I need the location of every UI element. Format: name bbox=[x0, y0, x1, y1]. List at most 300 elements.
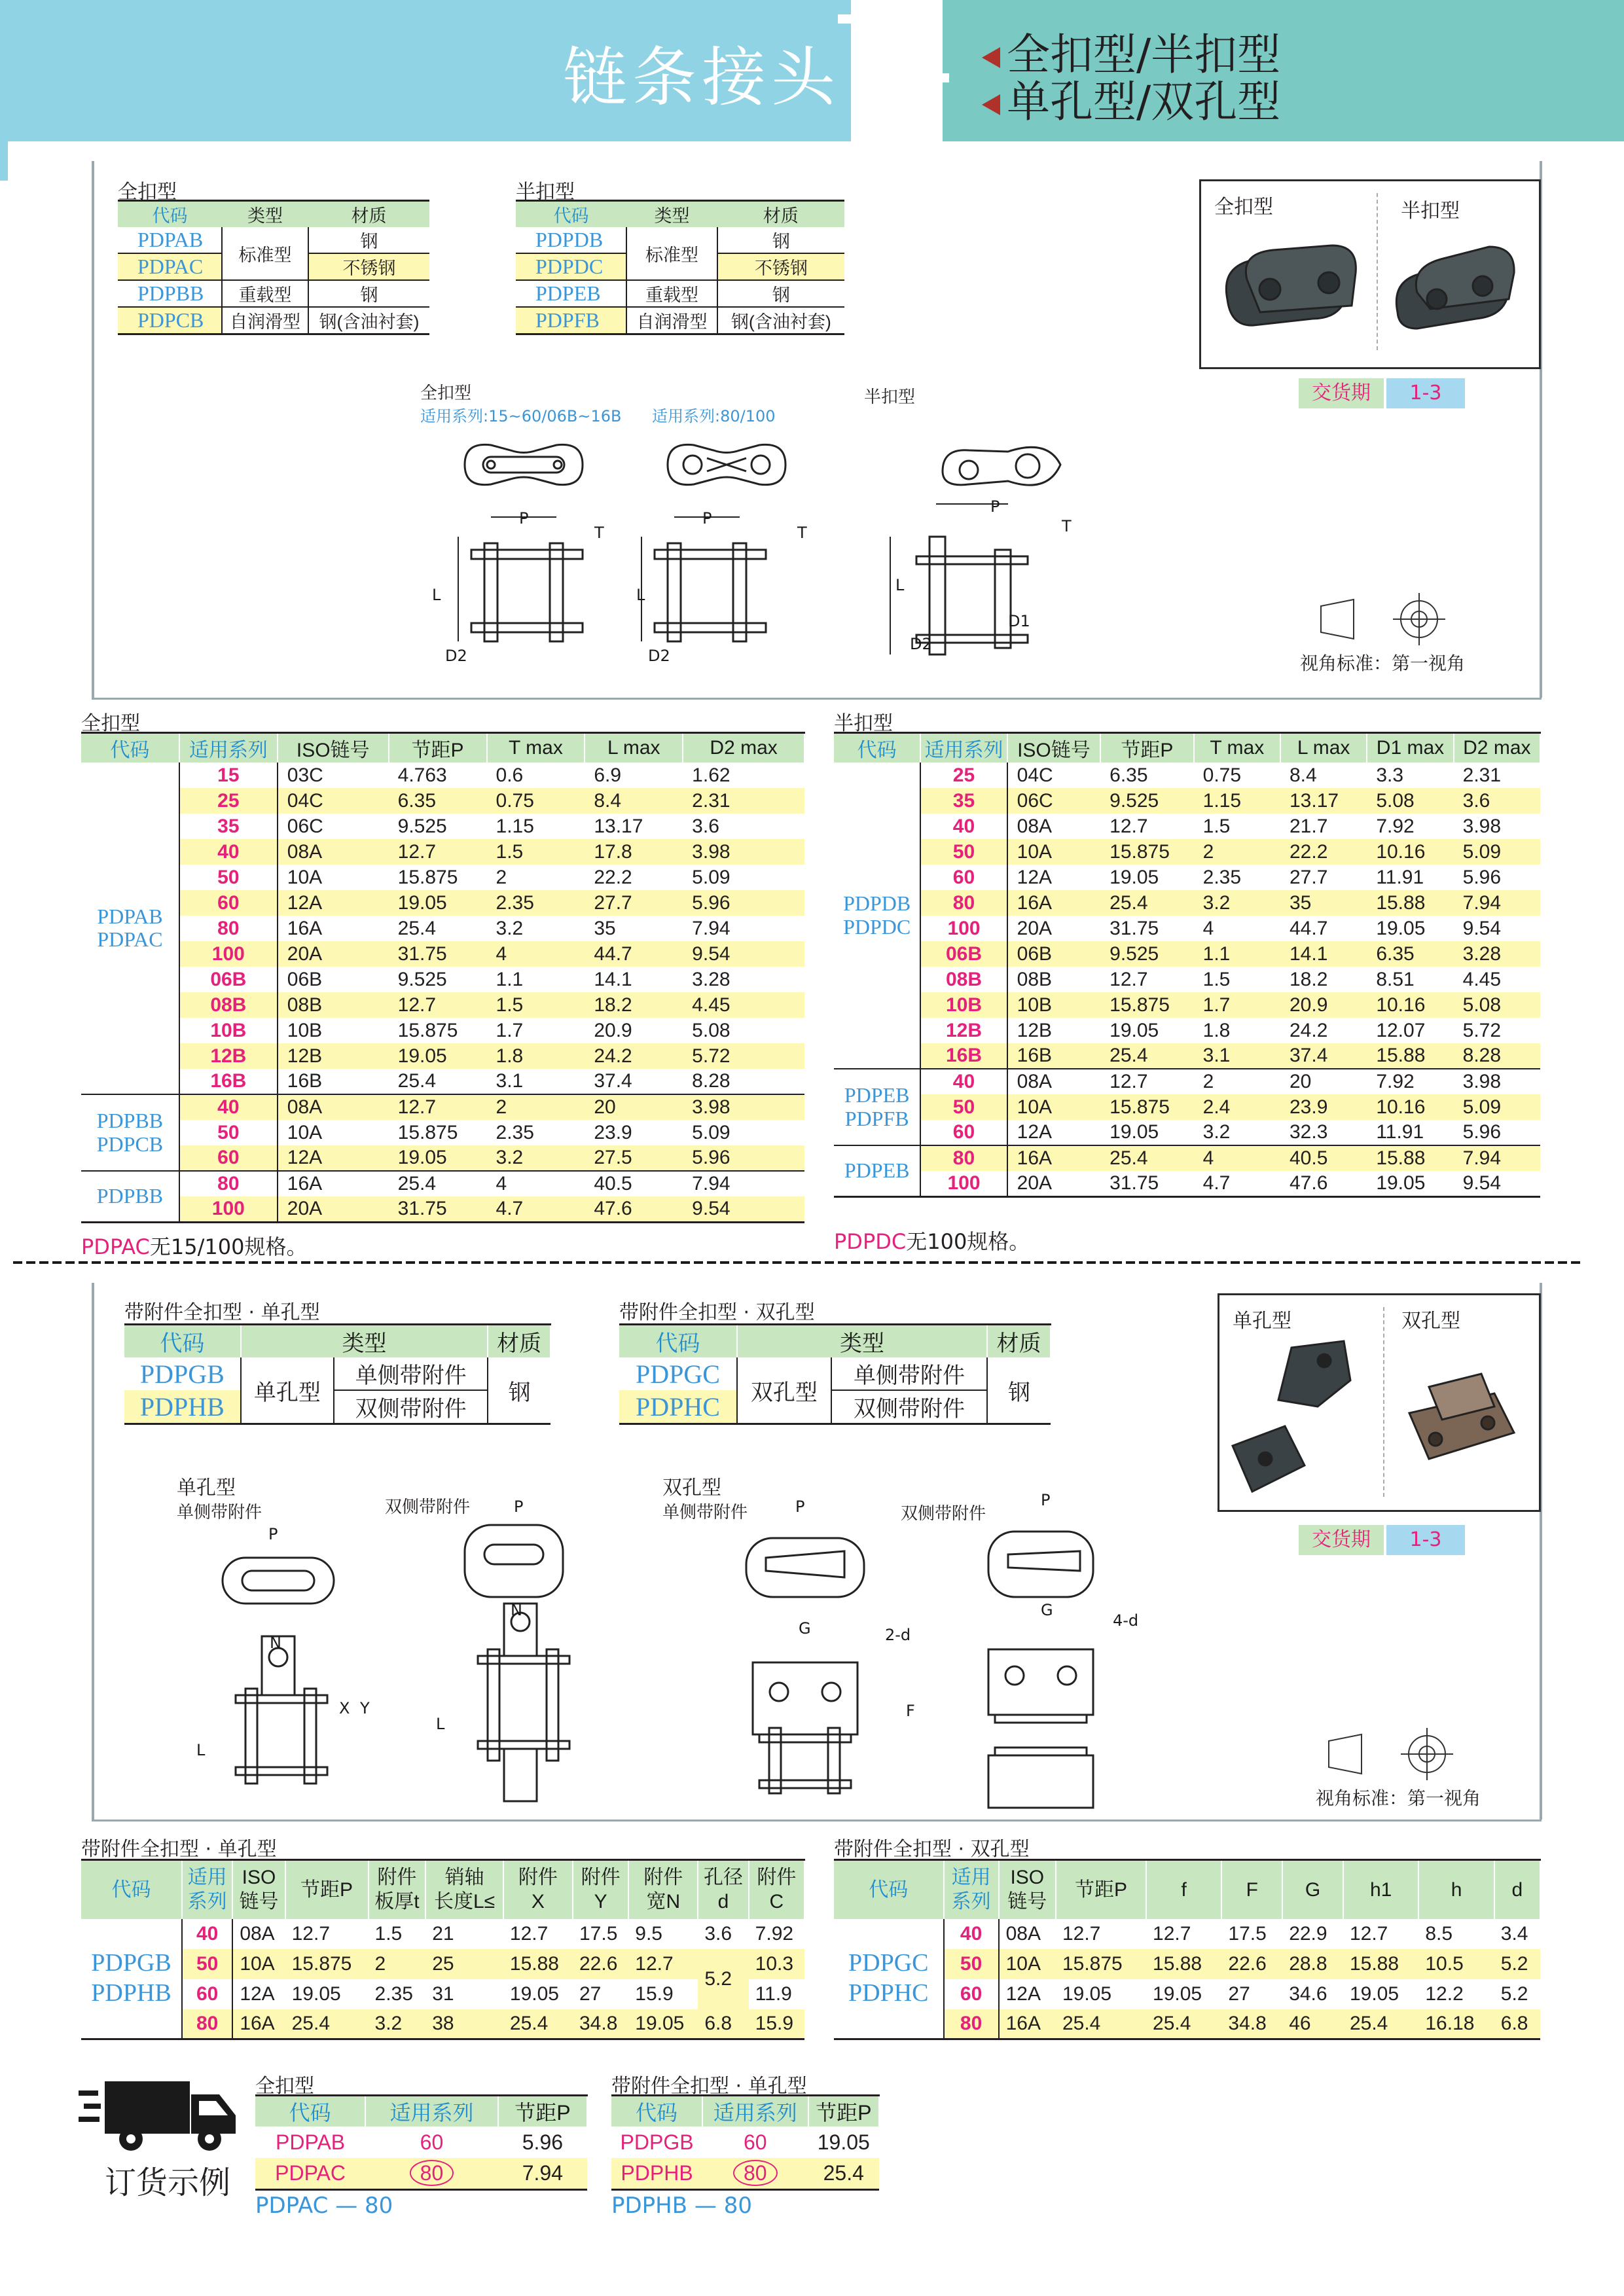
dim-d2-2: D2 bbox=[648, 647, 670, 665]
value-cell: 22.6 bbox=[573, 1949, 628, 1979]
value-cell: 46 bbox=[1282, 2009, 1343, 2039]
material-cell: 不锈钢 bbox=[717, 253, 844, 280]
circled-series: 80 bbox=[733, 2160, 778, 2186]
separator-dash bbox=[563, 1261, 572, 1264]
separator-dash bbox=[903, 1261, 912, 1264]
value-cell: 12.7 bbox=[1110, 968, 1148, 990]
series-cell: 100 bbox=[179, 941, 278, 967]
delivery-label-2: 交货期 bbox=[1299, 1525, 1384, 1555]
value-cell: 44.7 bbox=[1289, 917, 1328, 939]
header-text: 附件 bbox=[643, 1866, 683, 1888]
value-cell: 5.2 bbox=[1494, 1949, 1540, 1979]
value-cell: 3.98 bbox=[683, 839, 804, 865]
photo-label-half: 半扣型 bbox=[1401, 200, 1460, 223]
dim-d1: D1 bbox=[1008, 612, 1030, 630]
series-cell: 80 bbox=[182, 2009, 232, 2039]
value-cell: 18.2 bbox=[585, 992, 683, 1018]
separator-dash bbox=[851, 1261, 860, 1264]
code-cell: PDPBB bbox=[137, 281, 204, 305]
table-row bbox=[834, 1018, 1540, 1043]
value-cell: 08A bbox=[1017, 815, 1053, 837]
value-cell: 22.2 bbox=[1280, 839, 1367, 865]
material-cell: 钢 bbox=[360, 285, 378, 305]
dim-4d: 4-d bbox=[1113, 1611, 1139, 1630]
value-cell: 19.05 bbox=[389, 1043, 487, 1069]
dim-p-2: P bbox=[702, 509, 712, 528]
series-cell: 60 bbox=[179, 1145, 278, 1171]
value-cell: 3.2 bbox=[1202, 1121, 1231, 1143]
delivery-value-2: 1-3 bbox=[1386, 1525, 1465, 1555]
table-header bbox=[834, 1860, 944, 1919]
separator-dash bbox=[890, 1261, 899, 1264]
table-header: 类型 bbox=[247, 206, 283, 226]
spec-single-label: 带附件全扣型 · 单孔型 bbox=[81, 1838, 277, 1861]
type-cell: 单孔型 bbox=[241, 1357, 334, 1424]
value-cell: 15.875 bbox=[1056, 1949, 1146, 1979]
value-cell: 2.31 bbox=[683, 788, 804, 814]
separator-dash bbox=[1296, 1261, 1305, 1264]
dim-l-1: L bbox=[432, 586, 441, 604]
separator-dash bbox=[969, 1261, 978, 1264]
dim-l-5: L bbox=[436, 1715, 445, 1733]
table-header: 代码 bbox=[81, 733, 179, 763]
value-cell: 15.9 bbox=[749, 2009, 804, 2039]
table-row bbox=[81, 839, 804, 865]
value-cell: 15.875 bbox=[397, 1019, 458, 1041]
order-example-label: 订货示例 bbox=[105, 2164, 231, 2201]
value-cell: 19.05 bbox=[291, 1982, 341, 2005]
value-cell: 12A bbox=[278, 1145, 389, 1171]
value-cell: 5.09 bbox=[1454, 839, 1540, 865]
table-row bbox=[81, 1043, 804, 1069]
code-cell: PDPGC bbox=[635, 1359, 720, 1389]
value-cell: 27.7 bbox=[1289, 866, 1328, 888]
dim-p-1: P bbox=[519, 509, 529, 528]
value-cell: 9.525 bbox=[397, 968, 447, 990]
table-row bbox=[81, 1145, 804, 1171]
table-row bbox=[124, 1390, 550, 1424]
value-cell: 8.5 bbox=[1425, 1922, 1453, 1945]
separator-dash bbox=[1532, 1261, 1541, 1264]
series-cell: 10B bbox=[179, 1018, 278, 1043]
separator-dash bbox=[1558, 1261, 1567, 1264]
separator-dash bbox=[1309, 1261, 1318, 1264]
value-cell: 17.8 bbox=[585, 839, 683, 865]
table-row bbox=[834, 941, 1540, 967]
material-cell: 不锈钢 bbox=[308, 253, 429, 280]
code-text: PDPGC bbox=[848, 1949, 929, 1977]
table-row bbox=[81, 1919, 804, 1949]
header-text: 附件 bbox=[581, 1866, 621, 1888]
separator-dash bbox=[105, 1261, 114, 1264]
value-cell: 2 bbox=[1194, 839, 1280, 865]
value-cell: 22.2 bbox=[594, 866, 632, 888]
dim-p-3: P bbox=[990, 497, 1000, 516]
value-cell: 6.35 bbox=[389, 788, 487, 814]
table-header bbox=[1494, 1860, 1540, 1919]
table-row bbox=[81, 788, 804, 814]
separator-dash bbox=[995, 1261, 1004, 1264]
code-cell bbox=[834, 762, 920, 1069]
double-hole-spec-table bbox=[834, 1859, 1541, 2040]
separator-dash bbox=[825, 1261, 834, 1264]
series-cell: 08B bbox=[179, 992, 278, 1018]
value-cell: 4 bbox=[487, 1171, 585, 1196]
value-cell: 0.6 bbox=[496, 764, 524, 786]
code-cell: PDPAC bbox=[118, 253, 222, 280]
value-cell: 7.92 bbox=[1376, 815, 1415, 837]
code-cell: PDPGB bbox=[139, 1359, 225, 1389]
value-cell: 31 bbox=[432, 1982, 454, 2005]
series-cell: 80 bbox=[179, 1171, 278, 1196]
table-header: 类型 bbox=[241, 1325, 488, 1358]
series-cell: 100 bbox=[920, 916, 1007, 941]
value-cell: 25.4 bbox=[1056, 2009, 1146, 2039]
value-cell: 15.88 bbox=[1367, 1145, 1453, 1171]
separator-dash bbox=[1218, 1261, 1227, 1264]
value-cell: 12A bbox=[1017, 866, 1053, 888]
separator-dash bbox=[1466, 1261, 1475, 1264]
value-cell: 10.3 bbox=[749, 1949, 804, 1979]
value-cell: 1.1 bbox=[1194, 941, 1280, 967]
series-cell: 50 bbox=[920, 839, 1007, 865]
series-cell: 50 bbox=[182, 1949, 232, 1979]
material-cell: 钢 bbox=[987, 1357, 1051, 1424]
value-cell: 5.2 bbox=[698, 1949, 748, 2009]
value-cell: 10.16 bbox=[1367, 839, 1453, 865]
series-cell: 35 bbox=[179, 814, 278, 839]
note-code-half: PDPDC bbox=[834, 1229, 907, 1254]
value-cell: 1.15 bbox=[1194, 788, 1280, 814]
separator-dash bbox=[301, 1261, 310, 1264]
header-text: 宽N bbox=[646, 1891, 681, 1913]
dim-t-2: T bbox=[797, 524, 807, 542]
separator-dash bbox=[1388, 1261, 1397, 1264]
table-header-row bbox=[834, 1860, 1540, 1919]
separator-dash bbox=[1519, 1261, 1528, 1264]
value-cell: 10.16 bbox=[1367, 992, 1453, 1018]
value-cell: 2.35 bbox=[1202, 866, 1242, 888]
value-cell: 23.9 bbox=[1280, 1094, 1367, 1120]
series-cell: 35 bbox=[920, 788, 1007, 814]
separator-dash bbox=[144, 1261, 153, 1264]
value-cell: 15.875 bbox=[1100, 1094, 1194, 1120]
separator-dash bbox=[799, 1261, 808, 1264]
series-cell: 40 bbox=[179, 839, 278, 865]
table-header: 代码 bbox=[611, 2096, 702, 2127]
separator-dash bbox=[1126, 1261, 1135, 1264]
value-cell: 3.6 bbox=[704, 1922, 732, 1945]
value-cell: 60 bbox=[420, 2130, 444, 2154]
value-cell: 9.525 bbox=[1100, 941, 1194, 967]
table-row bbox=[834, 967, 1540, 992]
table-row bbox=[516, 280, 844, 307]
value-cell: 10A bbox=[1007, 1094, 1101, 1120]
separator-dash bbox=[13, 1261, 22, 1264]
value-cell: 12.7 bbox=[389, 992, 487, 1018]
value-cell: 16B bbox=[1007, 1043, 1101, 1069]
subtype-cell: 双侧带附件 bbox=[334, 1390, 488, 1424]
table-header: T max bbox=[1194, 733, 1280, 763]
separator-dash bbox=[262, 1261, 271, 1264]
value-cell: 4.7 bbox=[1202, 1172, 1231, 1194]
series-cell: 60 bbox=[944, 1979, 999, 2009]
table-row bbox=[81, 916, 804, 941]
projection-symbol-2 bbox=[1329, 1734, 1460, 1787]
value-cell: 19.05 bbox=[1349, 1982, 1399, 2005]
value-cell: 16.18 bbox=[1418, 2009, 1494, 2039]
separator-dash bbox=[1335, 1261, 1344, 1264]
header-text: 系列 bbox=[187, 1891, 227, 1913]
separator-dash bbox=[79, 1261, 88, 1264]
table-header: 代码 bbox=[152, 206, 188, 226]
spec-half-label: 半扣型 bbox=[834, 712, 893, 735]
series-cell: 40 bbox=[179, 1094, 278, 1120]
header-text: 销轴 bbox=[444, 1866, 484, 1888]
value-cell: 3.28 bbox=[1454, 941, 1540, 967]
material-cell: 钢(含油衬套) bbox=[731, 312, 831, 332]
separator-dash bbox=[314, 1261, 323, 1264]
series-cell: 60 bbox=[182, 1979, 232, 2009]
header-text: 系列 bbox=[951, 1891, 991, 1913]
table-header: 类型 bbox=[737, 1325, 987, 1358]
table-header bbox=[944, 1860, 999, 1919]
code-cell: PDPHC bbox=[619, 1390, 737, 1424]
value-cell: 6.35 bbox=[1110, 764, 1148, 786]
separator-dash bbox=[615, 1261, 624, 1264]
table-header bbox=[749, 1860, 804, 1919]
separator-dash bbox=[393, 1261, 402, 1264]
value-cell: 19.05 bbox=[1110, 1121, 1159, 1143]
header-text: 板厚t bbox=[374, 1891, 420, 1913]
table-row bbox=[124, 1357, 550, 1390]
table-row bbox=[81, 1094, 804, 1120]
value-cell: 10A bbox=[232, 1949, 285, 1979]
value-cell: 9.54 bbox=[1462, 1172, 1502, 1194]
value-cell: 22.6 bbox=[1221, 1949, 1282, 1979]
value-cell: 7.94 bbox=[1454, 890, 1540, 916]
separator-dash bbox=[1178, 1261, 1187, 1264]
attachment-link-photo bbox=[1219, 1295, 1534, 1505]
value-cell: 25.4 bbox=[397, 1070, 437, 1092]
table-row bbox=[118, 307, 429, 334]
separator-dash bbox=[1440, 1261, 1449, 1264]
drawing-double-label: 双孔型 bbox=[662, 1477, 721, 1499]
separator-dash bbox=[982, 1261, 991, 1264]
value-cell: 3.28 bbox=[692, 968, 731, 990]
value-cell: 12.07 bbox=[1376, 1019, 1426, 1041]
separator-dash bbox=[183, 1261, 192, 1264]
double-hole-code-table bbox=[619, 1323, 1051, 1425]
value-cell: 31.75 bbox=[1110, 917, 1159, 939]
drawing-one-side-label: 单侧带附件 bbox=[177, 1503, 262, 1522]
value-cell: 04C bbox=[278, 788, 389, 814]
value-cell: 17.5 bbox=[579, 1922, 618, 1945]
separator-dash bbox=[628, 1261, 638, 1264]
value-cell: 35 bbox=[594, 917, 616, 939]
value-cell: 16A bbox=[1007, 1145, 1101, 1171]
drawing-two-side-label-2: 双侧带附件 bbox=[901, 1504, 986, 1524]
half-type-code-table bbox=[516, 200, 844, 335]
code-text: PDPEB bbox=[844, 1083, 910, 1107]
value-cell: 1.8 bbox=[1202, 1019, 1231, 1041]
value-cell: 06B bbox=[1007, 941, 1101, 967]
series-cell: 60 bbox=[179, 890, 278, 916]
value-cell: 8.51 bbox=[1376, 968, 1415, 990]
value-cell: 19.05 bbox=[389, 1145, 487, 1171]
section2-bottom-rule bbox=[92, 1820, 1542, 1821]
delivery-value-1: 1-3 bbox=[1386, 378, 1465, 408]
table-row bbox=[834, 1043, 1540, 1069]
series-cell: 08B bbox=[920, 967, 1007, 992]
value-cell: 2 bbox=[1194, 1069, 1280, 1094]
value-cell: 19.05 bbox=[1110, 866, 1159, 888]
table-header bbox=[1221, 1860, 1282, 1919]
value-cell: 1.5 bbox=[1202, 968, 1231, 990]
value-cell: 11.91 bbox=[1376, 1121, 1424, 1143]
table-header: 代码 bbox=[124, 1325, 241, 1358]
material-cell: 钢(含油衬套) bbox=[319, 312, 420, 332]
separator-dash bbox=[1244, 1261, 1253, 1264]
value-cell: 8.28 bbox=[692, 1070, 731, 1092]
separator-dash bbox=[838, 1261, 847, 1264]
table-header: 材质 bbox=[987, 1325, 1051, 1358]
value-cell: 9.525 bbox=[1100, 788, 1194, 814]
separator-dash bbox=[655, 1261, 664, 1264]
separator-dash bbox=[406, 1261, 415, 1264]
value-cell: 25.4 bbox=[1100, 1145, 1194, 1171]
value-cell: 21 bbox=[432, 1922, 454, 1945]
triangle-icon bbox=[982, 47, 1000, 68]
table-header: D1 max bbox=[1367, 733, 1453, 763]
table-row bbox=[81, 1018, 804, 1043]
table-row bbox=[834, 890, 1540, 916]
table-header: 适用系列 bbox=[365, 2096, 498, 2127]
code-text: PDPDB bbox=[843, 891, 911, 916]
table-header: 节距P bbox=[389, 733, 487, 763]
value-cell: 5.2 bbox=[1500, 1982, 1528, 2005]
separator-dash bbox=[1152, 1261, 1161, 1264]
separator-dash bbox=[380, 1261, 389, 1264]
table-header: L max bbox=[585, 733, 683, 763]
dim-x-1: X bbox=[339, 1699, 350, 1717]
table-header-row bbox=[81, 1860, 804, 1919]
separator-dash bbox=[419, 1261, 428, 1264]
value-cell: 25.4 bbox=[808, 2158, 879, 2189]
table-row bbox=[81, 992, 804, 1018]
photo-label-double: 双孔型 bbox=[1401, 1310, 1460, 1333]
value-cell: 38 bbox=[425, 2009, 503, 2039]
separator-dash bbox=[864, 1261, 873, 1264]
value-cell: 5.72 bbox=[683, 1043, 804, 1069]
separator-dash bbox=[537, 1261, 546, 1264]
value-cell: 40.5 bbox=[1280, 1145, 1367, 1171]
header-text: 代码 bbox=[111, 1878, 151, 1901]
series-cell: 06B bbox=[179, 967, 278, 992]
value-cell: 13.17 bbox=[1280, 788, 1367, 814]
dim-n-1: N bbox=[270, 1634, 281, 1652]
table-row bbox=[81, 1949, 804, 1979]
product-photo-box-1 bbox=[1199, 179, 1541, 369]
table-row bbox=[81, 890, 804, 916]
value-cell: 15.88 bbox=[503, 1949, 573, 1979]
table-header: 节距P bbox=[808, 2096, 879, 2127]
value-cell: 3.1 bbox=[1194, 1043, 1280, 1069]
material-cell: 钢 bbox=[772, 285, 790, 305]
code-cell bbox=[834, 1145, 920, 1196]
code-cell: PDPAB bbox=[137, 228, 204, 251]
separator-dash bbox=[1113, 1261, 1122, 1264]
code-cell bbox=[834, 1069, 920, 1145]
code-text: PDPHB bbox=[91, 1979, 171, 2007]
table-row bbox=[611, 2126, 879, 2158]
value-cell bbox=[702, 2158, 808, 2189]
separator-dash bbox=[956, 1261, 965, 1264]
type-cell: 标准型 bbox=[222, 227, 308, 280]
header-text: F bbox=[1246, 1878, 1258, 1901]
dim-f-1: F bbox=[906, 1702, 915, 1720]
code-cell bbox=[81, 1094, 179, 1171]
table-header-row bbox=[124, 1325, 550, 1358]
separator-dash bbox=[720, 1261, 729, 1264]
half-type-spec-table bbox=[834, 732, 1541, 1198]
view-standard-1: 视角标准：第一视角 bbox=[1300, 653, 1466, 674]
value-cell: 47.6 bbox=[585, 1196, 683, 1222]
value-cell: 2 bbox=[487, 1094, 585, 1120]
dim-2d: 2-d bbox=[885, 1626, 911, 1644]
header-text: 代码 bbox=[869, 1878, 909, 1901]
material-cell: 钢 bbox=[772, 232, 790, 251]
value-cell: 5.96 bbox=[522, 2130, 564, 2154]
value-cell: 10B bbox=[287, 1019, 323, 1041]
code-cell: PDPAB bbox=[276, 2130, 346, 2154]
series-cell: 10B bbox=[920, 992, 1007, 1018]
table-header: ISO链号 bbox=[278, 733, 389, 763]
dim-p-7: P bbox=[1041, 1491, 1051, 1509]
value-cell: 6.8 bbox=[1494, 2009, 1540, 2039]
value-cell: 4 bbox=[1194, 1145, 1280, 1171]
separator-dash bbox=[445, 1261, 454, 1264]
value-cell: 15.88 bbox=[1343, 1949, 1418, 1979]
table-header bbox=[369, 1860, 426, 1919]
value-cell: 27 bbox=[579, 1982, 602, 2005]
table-header bbox=[573, 1860, 628, 1919]
series-cell: 25 bbox=[179, 788, 278, 814]
code-text: PDPDC bbox=[843, 914, 911, 939]
value-cell: 25.4 bbox=[285, 2009, 369, 2039]
table-header: 适用系列 bbox=[920, 733, 1007, 763]
value-cell: 3.98 bbox=[683, 1094, 804, 1120]
double-hole-label: 带附件全扣型 · 双孔型 bbox=[619, 1301, 815, 1324]
separator-dash bbox=[432, 1261, 441, 1264]
order-t2-title: 带附件全扣型 · 单孔型 bbox=[611, 2075, 807, 2098]
value-cell: 5.09 bbox=[692, 866, 731, 888]
single-hole-label: 带附件全扣型 · 单孔型 bbox=[124, 1301, 320, 1324]
value-cell: 10.5 bbox=[1418, 1949, 1494, 1979]
value-cell: 19.05 bbox=[509, 1982, 559, 2005]
value-cell: 15.875 bbox=[1100, 839, 1194, 865]
value-cell: 12A bbox=[278, 890, 389, 916]
photo-label-single: 单孔型 bbox=[1233, 1310, 1291, 1333]
series-cell: 80 bbox=[920, 890, 1007, 916]
separator-dash bbox=[1139, 1261, 1148, 1264]
single-hole-code-table bbox=[124, 1323, 551, 1425]
separator-dash bbox=[367, 1261, 376, 1264]
table-header: D2 max bbox=[1454, 733, 1540, 763]
delivery-truck-icon bbox=[79, 2068, 242, 2166]
value-cell: 3.98 bbox=[1454, 1069, 1540, 1094]
value-cell: 16A bbox=[278, 1171, 389, 1196]
